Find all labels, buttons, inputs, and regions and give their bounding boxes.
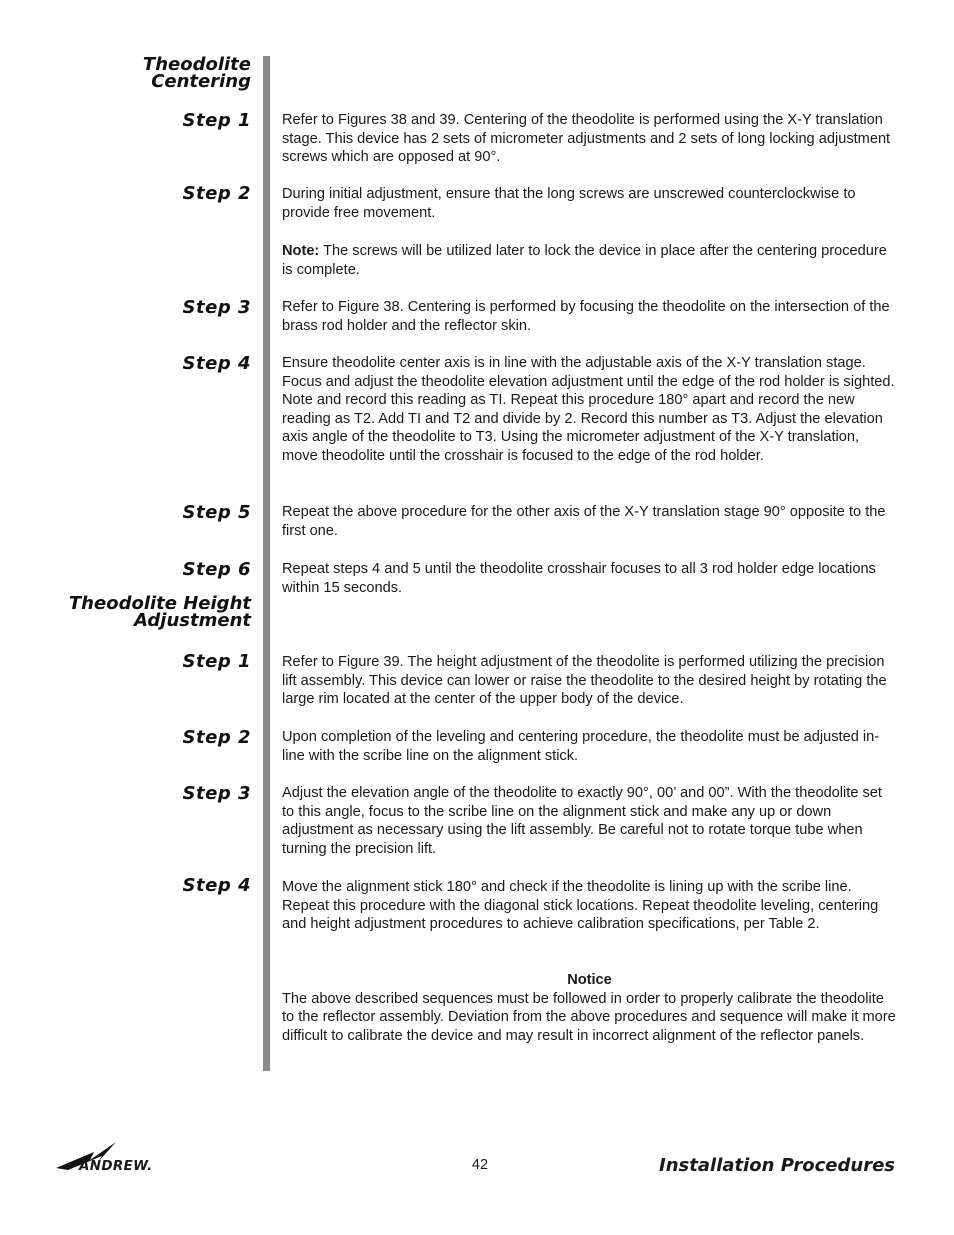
notice-heading: Notice	[567, 972, 612, 988]
note-text: The screws will be utilized later to lock the device in place after the centering procedure is complete.	[282, 243, 887, 278]
notice-block	[282, 971, 897, 1045]
step-text: Upon completion of the leveling and centering procedure, the theodolite must be adjusted in-line with the scribe line on the alignment stick.	[282, 729, 880, 764]
section-title-centering: Theodolite Centering	[142, 54, 251, 92]
note-label: Note:	[282, 243, 320, 259]
step-label: Step 1	[182, 110, 251, 131]
footer-section-title: Installation Procedures	[659, 1155, 895, 1176]
note-paragraph	[282, 242, 897, 279]
step-label: Step 6	[182, 559, 251, 580]
step-text: Move the alignment stick 180° and check if the theodolite is lining up with the scribe line. Repeat this procedure with the diagonal stick locations. Repeat theodolite leveling, centering and height adjustment procedures to achieve calibration specifications, per Table 2.	[282, 879, 879, 933]
logo-wordmark: ANDREW.	[79, 1158, 153, 1174]
step-label: Step 4	[182, 353, 251, 374]
section-title-height-adjustment: Theodolite Height Adjustment	[68, 593, 251, 631]
step-text: Repeat the above procedure for the other axis of the X-Y translation stage 90° opposite to the first one.	[282, 504, 886, 539]
page-number: 42	[471, 1157, 489, 1173]
step-text: Refer to Figure 38. Centering is performed by focusing the theodolite on the intersection of the brass rod holder and the reflector skin.	[282, 299, 890, 334]
margin-rule	[263, 56, 270, 1071]
step-label: Step 2	[182, 727, 251, 748]
step-label: Step 3	[182, 297, 251, 318]
step-text: During initial adjustment, ensure that the long screws are unscrewed counterclockwise to provide free movement.	[282, 186, 856, 221]
step-text: Repeat steps 4 and 5 until the theodolite crosshair focuses to all 3 rod holder edge locations within 15 seconds.	[282, 561, 876, 596]
step-label: Step 5	[182, 502, 251, 523]
step-text: Adjust the elevation angle of the theodolite to exactly 90°, 00’ and 00”. With the theodolite set to this angle, focus to the scribe line on the alignment stick and make any up or down adjustment as necessary using the lift assembly. Be careful not to rotate torque tube when turning the precision lift.	[282, 785, 882, 857]
step-label: Step 3	[182, 783, 251, 804]
step-text: Refer to Figure 39. The height adjustment of the theodolite is performed utilizing the precision lift assembly. This device can lower or raise the theodolite to the desired height by rotating the large rim located at the center of the upper body of the device.	[282, 654, 887, 708]
step-label: Step 1	[182, 651, 251, 672]
notice-text: The above described sequences must be followed in order to properly calibrate the theodolite to the reflector assembly. Deviation from the above procedures and sequence will make it more difficult to calibrate the device and may result in incorrect alignment of the reflector panels.	[282, 990, 896, 1044]
step-text: Refer to Figures 38 and 39. Centering of the theodolite is performed using the X-Y translation stage. This device has 2 sets of micrometer adjustments and 2 sets of long locking adjustment screws which are opposed at 90°.	[282, 112, 891, 166]
step-label: Step 4	[182, 875, 251, 896]
step-text: Ensure theodolite center axis is in line with the adjustable axis of the X-Y translation stage. Focus and adjust the theodolite elevation adjustment until the edge of the rod holder is sighted. Note and record this reading as TI. Repeat this procedure 180° apart and record the new reading as T2. Add TI and T2 and divide by 2. Record this number as T3. Adjust the elevation axis angle of the theodolite to T3. Using the micrometer adjustment of the X-Y translation, move theodolite until the crosshair is focused to the edge of the rod holder.	[282, 355, 895, 464]
step-label: Step 2	[182, 183, 251, 204]
